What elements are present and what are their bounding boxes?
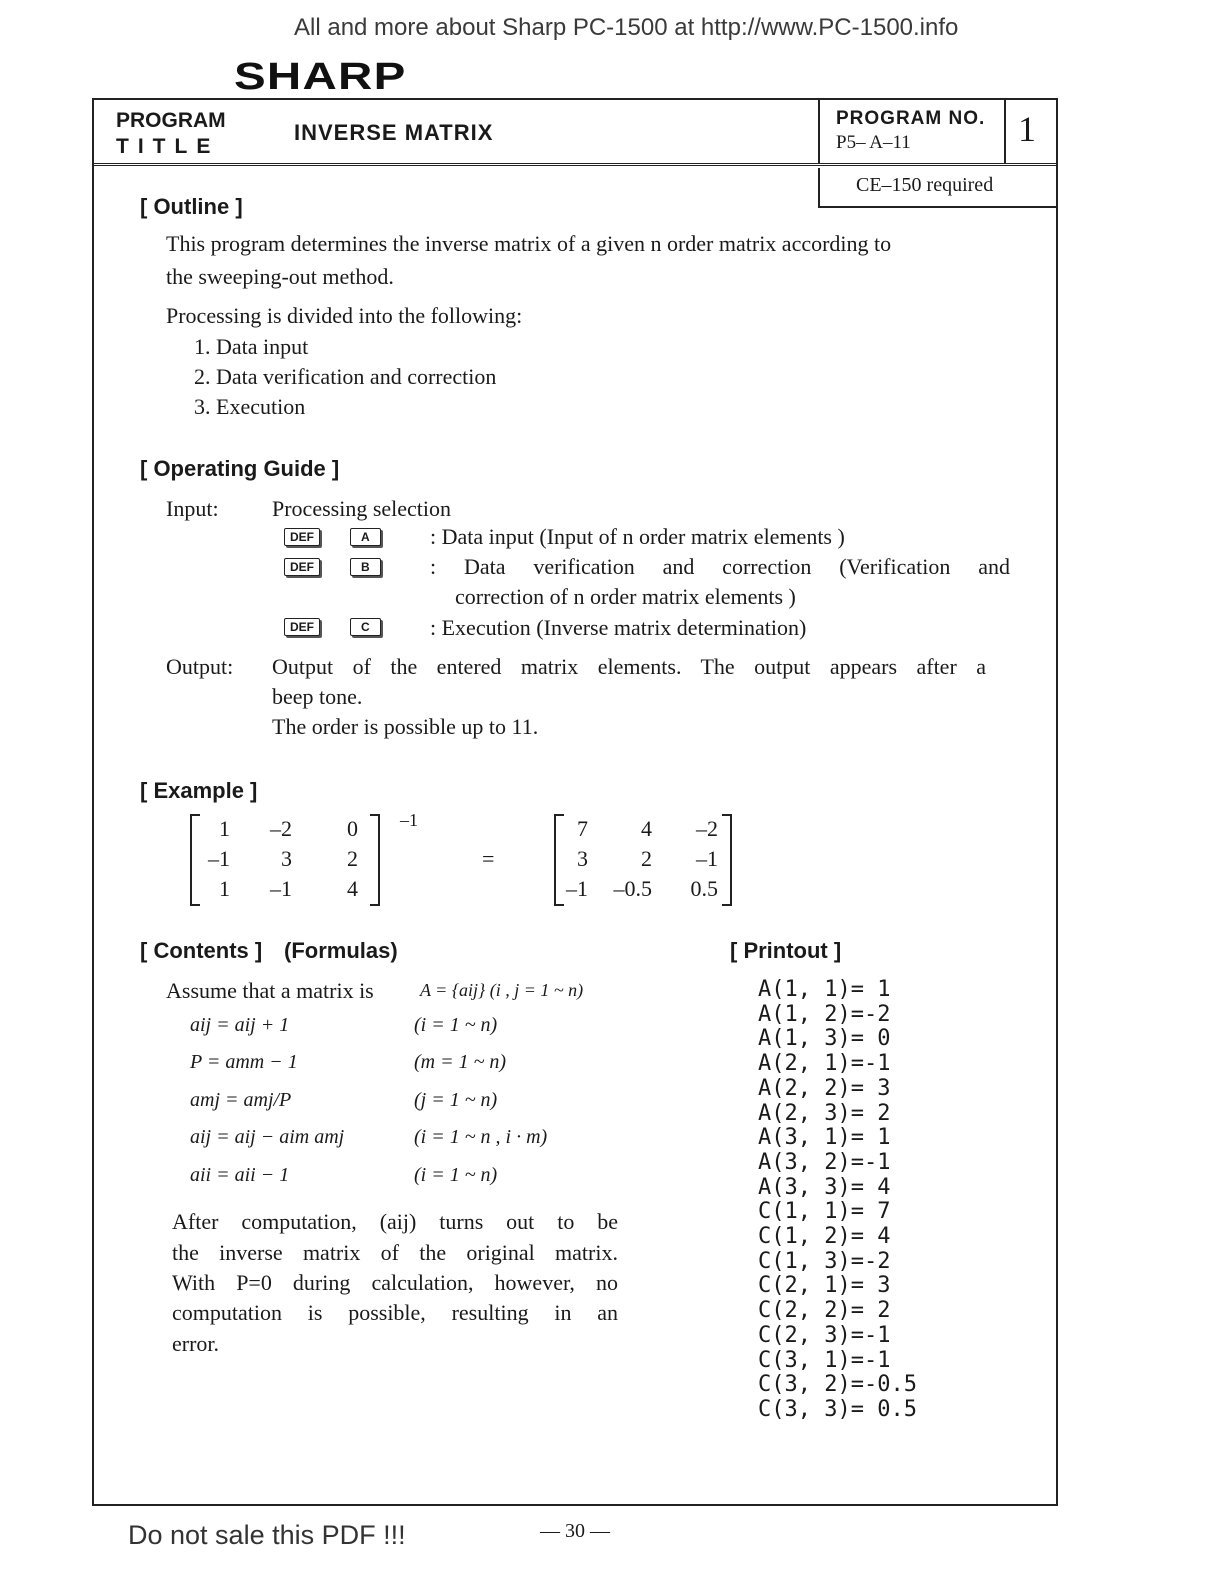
- after-line-3: With P=0 during calculation, however, no: [172, 1270, 618, 1295]
- formula: aii = aii − 1: [190, 1164, 290, 1186]
- matrix-cell: 4: [347, 876, 358, 901]
- operating-guide-heading: [ Operating Guide ]: [140, 456, 340, 481]
- output-label: Output:: [166, 654, 234, 679]
- printout-line: C(2, 3)=-1: [758, 1322, 891, 1348]
- outline-paragraph-1: This program determines the inverse matrix of a given n order matrix according to: [166, 231, 892, 256]
- input-label: Input:: [166, 496, 219, 521]
- formula-condition: (i = 1 ~ n): [414, 1014, 498, 1036]
- formula-condition: (i = 1 ~ n): [414, 1164, 498, 1186]
- matrix-cell: –1: [696, 846, 718, 871]
- formulas-subheading: (Formulas): [284, 938, 398, 963]
- printout-line: A(3, 1)= 1: [758, 1125, 891, 1151]
- output-line-3: The order is possible up to 11.: [272, 714, 539, 739]
- program-no-number: 1: [1018, 109, 1036, 149]
- assume-formula: A = {aij} (i , j = 1 ~ n): [420, 980, 584, 1000]
- a-key[interactable]: A: [350, 528, 381, 546]
- footer-notice: Do not sale this PDF !!!: [128, 1520, 406, 1550]
- matrix-cell: 7: [577, 816, 588, 841]
- printout-line: C(3, 2)=-0.5: [758, 1372, 917, 1398]
- sharp-logo: SHARP: [234, 56, 407, 98]
- printout-line: A(1, 1)= 1: [758, 977, 891, 1002]
- printout-line: A(1, 3)= 0: [758, 1026, 891, 1052]
- matrix-cell: –1: [208, 846, 230, 871]
- requirement-text: CE–150 required: [856, 174, 994, 196]
- after-line-5: error.: [172, 1331, 220, 1356]
- outline-paragraph-1b: the sweeping-out method.: [166, 264, 394, 289]
- key-desc-b: : Data verification and correction (Verification and: [430, 554, 1010, 579]
- printout-line: C(3, 1)=-1: [758, 1347, 891, 1373]
- matrix-cell: 0: [347, 816, 358, 841]
- printout-line: A(3, 2)=-1: [758, 1149, 891, 1175]
- outline-paragraph-2: Processing is divided into the following:: [166, 303, 523, 328]
- matrix-cell: 3: [281, 846, 292, 871]
- matrix-cell: 0.5: [690, 876, 718, 901]
- def-key[interactable]: DEF: [284, 618, 320, 636]
- printout-line: A(3, 3)= 4: [758, 1174, 891, 1200]
- title-label: TITLE: [116, 135, 220, 158]
- formula: amj = amj/P: [190, 1089, 292, 1111]
- matrix-cell: 2: [641, 846, 652, 871]
- example-heading: [ Example ]: [140, 778, 258, 803]
- printout-line: C(3, 3)= 0.5: [758, 1396, 917, 1422]
- key-desc-b2: correction of n order matrix elements ): [455, 584, 796, 609]
- program-no-value: P5– A–11: [836, 132, 911, 153]
- printout-heading: [ Printout ]: [730, 938, 842, 963]
- matrix-cell: –2: [696, 816, 718, 841]
- formula-condition: (m = 1 ~ n): [414, 1051, 507, 1073]
- formula: aij = aij + 1: [190, 1014, 290, 1036]
- matrix-cell: 1: [219, 876, 230, 901]
- page-number: — 30 —: [540, 1520, 610, 1542]
- outline-item: 2. Data verification and correction: [194, 364, 497, 389]
- after-line-4: computation is possible, resulting in an: [172, 1300, 618, 1325]
- program-label: PROGRAM: [116, 109, 226, 132]
- def-key[interactable]: DEF: [284, 558, 320, 576]
- output-line-2: beep tone.: [272, 684, 363, 709]
- printout-line: C(2, 1)= 3: [758, 1273, 891, 1299]
- printout-line: A(2, 3)= 2: [758, 1100, 891, 1126]
- printout-line: C(1, 3)=-2: [758, 1248, 891, 1274]
- matrix-cell: 4: [641, 816, 652, 841]
- printout-line: A(2, 2)= 3: [758, 1075, 891, 1101]
- after-line-2: the inverse matrix of the original matrix.: [172, 1240, 618, 1265]
- outline-item: 1. Data input: [194, 334, 309, 359]
- matrix-cell: –1: [270, 876, 292, 901]
- matrix-cell: –1: [566, 876, 588, 901]
- matrix-cell: –0.5: [613, 876, 652, 901]
- left-matrix: [190, 814, 380, 906]
- key-desc-a: : Data input (Input of n order matrix elements ): [430, 524, 845, 549]
- def-key[interactable]: DEF: [284, 528, 320, 546]
- outline-heading: [ Outline ]: [140, 194, 243, 219]
- assume-text: Assume that a matrix is: [166, 978, 374, 1003]
- b-key[interactable]: B: [350, 558, 381, 576]
- output-line-1: Output of the entered matrix elements. The output appears after a: [272, 654, 986, 679]
- matrix-cell: 3: [577, 846, 588, 871]
- printout-line: C(2, 2)= 2: [758, 1298, 891, 1324]
- key-desc-c: : Execution (Inverse matrix determination): [430, 615, 807, 640]
- matrix-cell: –2: [270, 816, 292, 841]
- matrix-cell: 1: [219, 816, 230, 841]
- program-title: INVERSE MATRIX: [294, 120, 494, 145]
- header-url: All and more about Sharp PC-1500 at http://www.PC-1500.info: [294, 14, 959, 41]
- equals-sign: =: [482, 846, 495, 871]
- printout-line: C(1, 1)= 7: [758, 1199, 891, 1225]
- printout-block: [758, 978, 917, 1423]
- key-combo-b: [284, 558, 381, 576]
- formula-condition: (i = 1 ~ n , i · m): [414, 1126, 548, 1148]
- matrix-cell: 2: [347, 846, 358, 871]
- contents-heading: [ Contents ]: [140, 938, 263, 963]
- key-combo-a: [284, 528, 381, 546]
- program-title-label: [116, 108, 226, 160]
- c-key[interactable]: C: [350, 618, 381, 636]
- program-no-label: PROGRAM NO.: [836, 108, 986, 129]
- printout-line: C(1, 2)= 4: [758, 1224, 891, 1250]
- after-line-1: After computation, (aij) turns out to be: [172, 1209, 618, 1234]
- printout-line: A(2, 1)=-1: [758, 1051, 891, 1077]
- right-matrix: [554, 814, 732, 906]
- outline-item: 3. Execution: [194, 394, 306, 419]
- formula: aij = aij − aim amj: [190, 1126, 345, 1148]
- inverse-exponent: –1: [400, 810, 418, 830]
- printout-line: A(1, 2)=-2: [758, 1001, 891, 1027]
- formula-condition: (j = 1 ~ n): [414, 1089, 498, 1111]
- formula: P = amm − 1: [190, 1051, 298, 1073]
- key-combo-c: [284, 618, 381, 636]
- input-intro: Processing selection: [272, 496, 452, 521]
